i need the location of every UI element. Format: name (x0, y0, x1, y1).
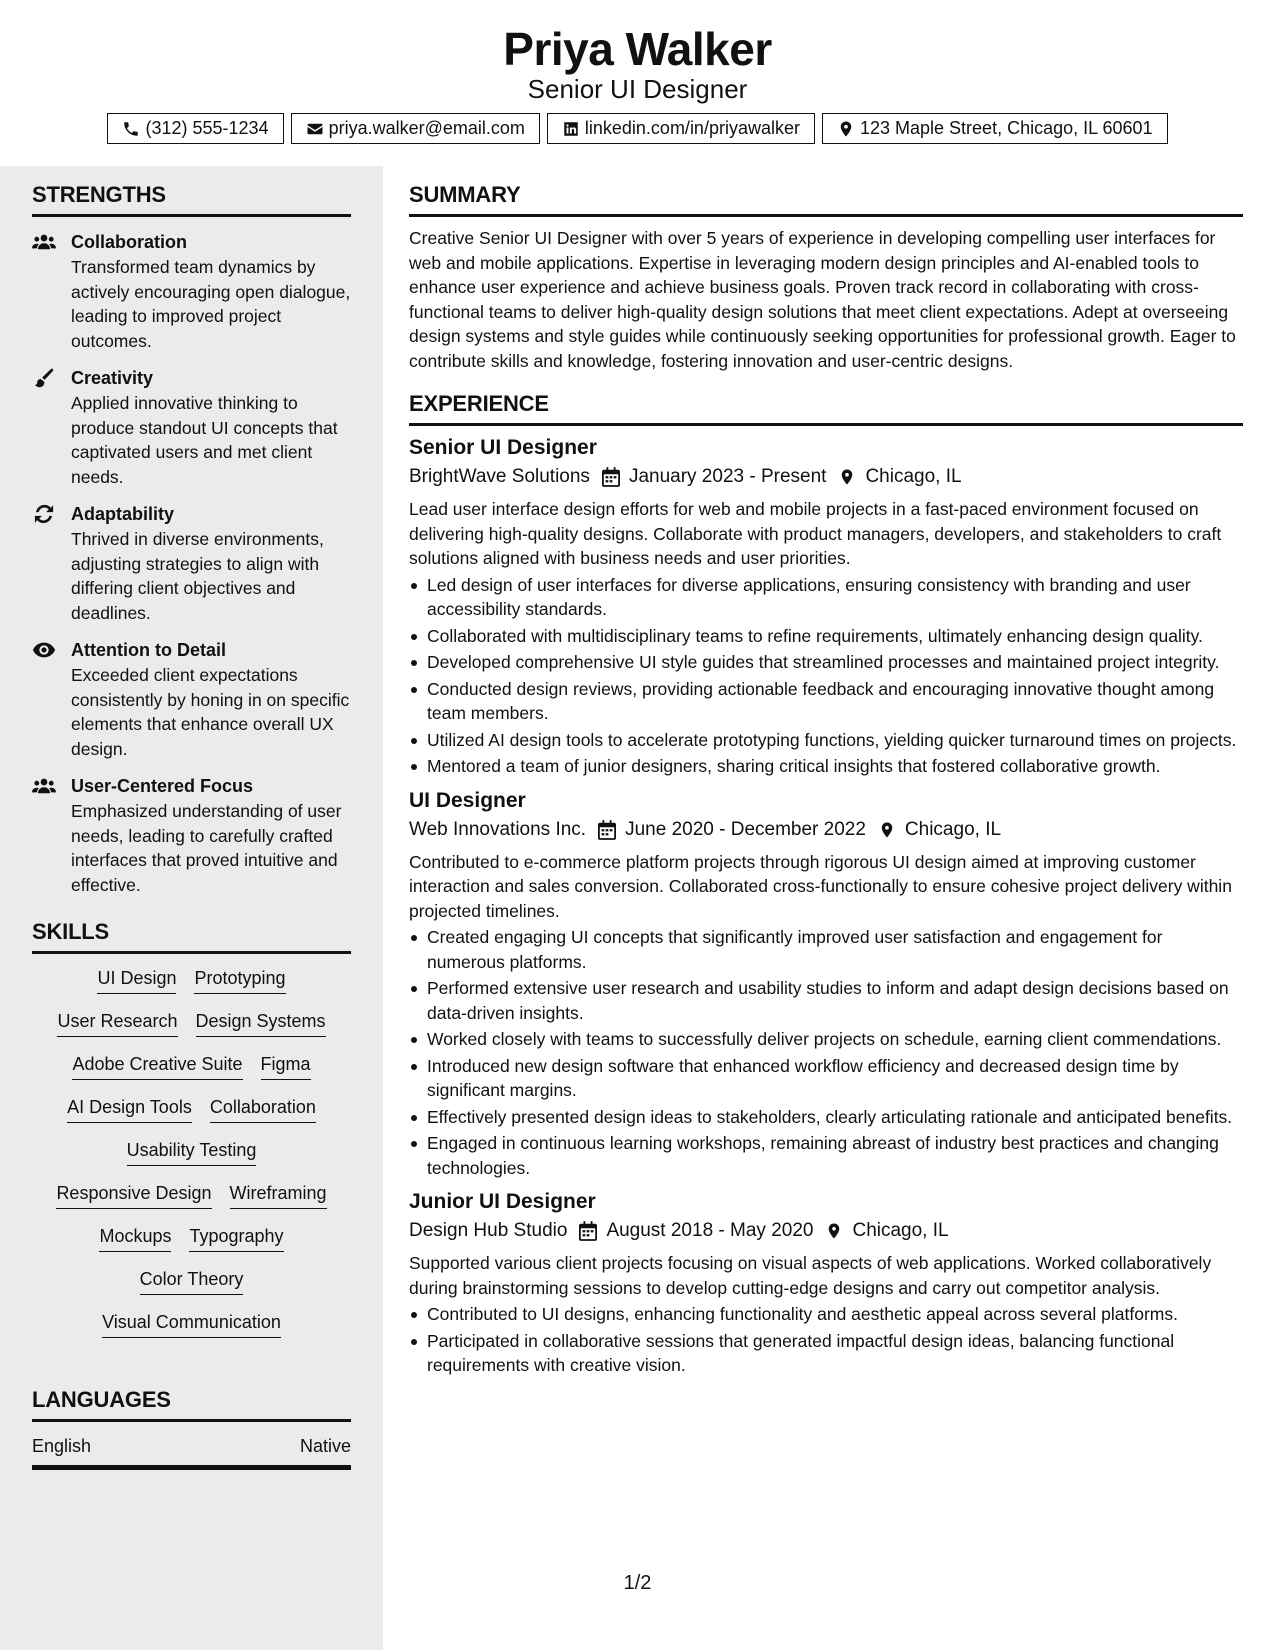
contact-email[interactable] (291, 113, 540, 144)
candidate-name: Priya Walker (503, 23, 772, 75)
contact-phone[interactable] (107, 113, 283, 144)
contact-bar (0, 113, 1275, 144)
skill-tag: Collaboration (210, 1095, 316, 1123)
bullet-item: Conducted design reviews, providing actionable feedback and encouraging innovative thought among team members. (409, 677, 1243, 726)
strength-title: Creativity (71, 368, 154, 388)
job-location: Chicago, IL (852, 1220, 949, 1241)
calendar-icon (598, 820, 616, 840)
job-location: Chicago, IL (865, 466, 962, 487)
strength-item (32, 230, 351, 353)
contact-linkedin-text: linkedin.com/in/priyawalker (584, 118, 800, 138)
candidate-role: Senior UI Designer (527, 74, 748, 104)
contact-address-text: 123 Maple Street, Chicago, IL 60601 (859, 118, 1153, 138)
language-level: Native (299, 1436, 351, 1456)
bullet-item: Developed comprehensive UI style guides that streamlined processes and maintained project integrity. (409, 650, 1243, 675)
job-bullets (409, 573, 1243, 779)
bullet-item: Utilized AI design tools to accelerate prototyping functions, yielding quicker turnaround times on projects. (409, 728, 1243, 753)
job-company: Web Innovations Inc. (409, 818, 587, 840)
job-title: Senior UI Designer (409, 436, 597, 459)
job-company: Design Hub Studio (409, 1220, 568, 1241)
strength-title: Attention to Detail (71, 640, 226, 660)
skill-tag: Design Systems (196, 1009, 326, 1037)
job-location: Chicago, IL (904, 818, 1002, 840)
job-description: Lead user interface design efforts for web and mobile projects in a fast-paced environment focused on delivering high-quality designs. Collaborate with product managers, developers, and stakeholders to craft solutions aligned with business needs and user priorities. (409, 499, 1222, 568)
strength-title: User-Centered Focus (71, 776, 254, 796)
job-dates: January 2023 - Present (628, 466, 827, 487)
skill-tag: UI Design (97, 966, 176, 994)
skill-tag: Responsive Design (56, 1181, 211, 1209)
users-icon (32, 776, 56, 796)
job-title: UI Designer (409, 788, 526, 812)
language-row (32, 1436, 351, 1470)
job-title: Junior UI Designer (409, 1190, 596, 1213)
calendar-icon (602, 467, 620, 487)
summary-text: Creative Senior UI Designer with over 5 years of experience in developing compelling user interfaces for web and mobile applications. Expertise in leveraging modern design principles and AI-enabled tools to enhance user experience and achieve business goals. Proven track record in collaborating with cross-functional teams to deliver high-quality design solutions that meet client expectations. Adept at overseeing design systems and style guides while continuously seeking opportunities for professional growth. Eager to contribute skills and knowledge, fostering innovation and user-centric designs. (409, 228, 1236, 371)
map-pin-icon (825, 1221, 843, 1241)
bullet-item: Engaged in continuous learning workshops, remaining abreast of industry best practices and changing technologies. (409, 1131, 1243, 1180)
skill-tag: Typography (189, 1224, 283, 1252)
job-entry (409, 434, 1243, 779)
paintbrush-icon (32, 368, 56, 388)
contact-email-text: priya.walker@email.com (328, 118, 525, 138)
job-meta (409, 1218, 1243, 1244)
strength-desc: Transformed team dynamics by actively encouraging open dialogue, leading to improved project outcomes. (71, 257, 351, 351)
strength-item (32, 774, 351, 897)
skills-list (32, 966, 351, 1353)
map-pin-icon (837, 120, 855, 138)
job-entry (409, 787, 1243, 1181)
job-bullets (409, 925, 1243, 1180)
skill-tag: Color Theory (140, 1267, 244, 1295)
strength-title: Collaboration (71, 232, 187, 252)
skill-tag: AI Design Tools (67, 1095, 192, 1123)
skill-tag: Adobe Creative Suite (72, 1052, 242, 1080)
main-content (383, 166, 1275, 1650)
job-description: Supported various client projects focusing on visual aspects of web applications. Worked collaboratively during brainstorming sessions to develop cutting-edge designs and carry out competitor analysis. (409, 1253, 1212, 1298)
strength-item (32, 638, 351, 761)
strength-item (32, 366, 351, 489)
job-description: Contributed to e-commerce platform projects through rigorous UI design aimed at improving customer interaction and sales conversion. Collaborated cross-functionally to ensure cohesive project delivery within projected timelines. (409, 851, 1232, 921)
skill-tag: Visual Communication (102, 1310, 281, 1338)
skill-tag: Wireframing (230, 1181, 327, 1209)
bullet-item: Worked closely with teams to successfully deliver projects on schedule, earning client commendations. (409, 1027, 1243, 1052)
strength-item (32, 502, 351, 625)
bullet-item: Collaborated with multidisciplinary teams to refine requirements, ultimately enhancing design quality. (409, 624, 1243, 649)
bullet-item: Performed extensive user research and usability studies to inform and adapt design decisions based on data-driven insights. (409, 976, 1243, 1025)
eye-icon (32, 640, 56, 660)
summary-heading: SUMMARY (409, 182, 1243, 217)
bullet-item: Led design of user interfaces for diverse applications, ensuring consistency with branding and user accessibility standards. (409, 573, 1243, 622)
bullet-item: Mentored a team of junior designers, sharing critical insights that fostered collaborative growth. (409, 754, 1243, 779)
sidebar (0, 166, 383, 1650)
job-meta (409, 464, 1243, 490)
resume-header (0, 0, 1275, 166)
bullet-item: Effectively presented design ideas to stakeholders, clearly articulating rationale and anticipated benefits. (409, 1105, 1243, 1130)
strength-desc: Exceeded client expectations consistently by honing in on specific elements that enhance overall UX design. (71, 665, 350, 759)
strength-desc: Applied innovative thinking to produce standout UI concepts that captivated users and met client needs. (71, 393, 338, 487)
skills-heading: SKILLS (32, 919, 351, 954)
map-pin-icon (878, 820, 896, 840)
envelope-icon (306, 120, 324, 138)
bullet-item: Participated in collaborative sessions that generated impactful design ideas, balancing functional requirements with creative vision. (409, 1329, 1243, 1378)
bullet-item: Contributed to UI designs, enhancing functionality and aesthetic appeal across several platforms. (409, 1302, 1243, 1327)
job-bullets (409, 1302, 1243, 1378)
bullet-item: Introduced new design software that enhanced workflow efficiency and decreased design time by significant margins. (409, 1054, 1243, 1103)
contact-phone-text: (312) 555-1234 (145, 118, 269, 138)
sync-icon (32, 504, 56, 524)
job-entry (409, 1188, 1243, 1378)
phone-icon (122, 120, 140, 138)
contact-linkedin[interactable] (547, 113, 815, 144)
skill-tag: Mockups (99, 1224, 171, 1252)
job-company: BrightWave Solutions (409, 466, 590, 487)
experience-heading: EXPERIENCE (409, 391, 1243, 426)
skill-tag: Usability Testing (127, 1138, 257, 1166)
skill-tag: Figma (261, 1052, 311, 1080)
map-pin-icon (838, 467, 856, 487)
page-number: 1/2 (623, 1572, 652, 1594)
languages-heading: LANGUAGES (32, 1387, 351, 1422)
calendar-icon (579, 1221, 597, 1241)
job-meta (409, 817, 1243, 843)
strength-desc: Emphasized understanding of user needs, leading to carefully crafted interfaces that proved intuitive and effective. (71, 801, 342, 895)
bullet-item: Created engaging UI concepts that significantly improved user satisfaction and engagement for numerous platforms. (409, 925, 1243, 974)
job-dates: August 2018 - May 2020 (606, 1220, 814, 1241)
strength-title: Adaptability (71, 504, 175, 524)
language-name: English (32, 1436, 92, 1456)
strengths-heading: STRENGTHS (32, 182, 351, 217)
contact-address[interactable] (822, 113, 1168, 144)
users-icon (32, 232, 56, 252)
job-dates: June 2020 - December 2022 (625, 818, 866, 840)
linkedin-icon (562, 120, 580, 138)
skill-tag: User Research (57, 1009, 177, 1037)
strength-desc: Thrived in diverse environments, adjusting strategies to align with differing client objectives and deadlines. (71, 529, 324, 623)
skill-tag: Prototyping (194, 966, 285, 994)
